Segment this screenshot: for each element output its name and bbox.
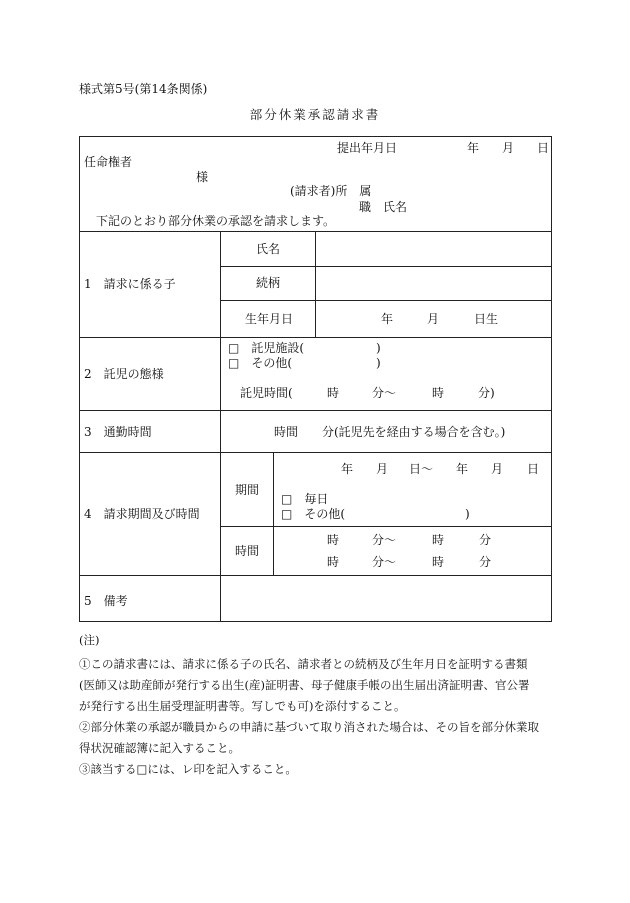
divider-s4 — [79, 575, 552, 576]
submission-year: 年 — [467, 141, 480, 155]
section3-label: 3 通勤時間 — [84, 425, 152, 439]
time1-end-hour: 時 — [432, 533, 445, 547]
note-line-5: 得状況確認簿に記入すること。 — [79, 741, 240, 755]
divider-s2 — [79, 410, 552, 411]
child-name-label: 氏名 — [256, 242, 281, 256]
form-number: 様式第5号(第14条関係) — [79, 82, 208, 96]
divider-s1 — [79, 337, 552, 338]
period-label: 期間 — [235, 483, 260, 497]
checkbox-other-period[interactable]: □ その他( ) — [281, 507, 470, 521]
birth-year: 年 — [381, 312, 394, 326]
honorific-label: 様 — [196, 170, 209, 184]
requester-name-label: 職 氏名 — [359, 200, 408, 214]
appointer-label: 任命権者 — [84, 155, 133, 169]
section2-label: 2 託児の態様 — [84, 367, 164, 381]
hours-label: 時間 — [235, 544, 260, 558]
divider-label-column — [220, 231, 221, 622]
divider-s1-relation — [220, 300, 552, 301]
note-line-3: が発行する出生届受理証明書等。写しでも可)を添付すること。 — [79, 699, 406, 713]
child-birthdate-label: 生年月日 — [245, 312, 294, 326]
note-line-2: (医師又は助産師が発行する出生(産)証明書、母子健康手帳の出生届出済証明書、官公署 — [79, 678, 530, 692]
requester-affiliation-label: (請求者)所 属 — [290, 184, 372, 198]
care-start-hour: 時 — [327, 386, 340, 400]
divider-s1-subcolumn — [315, 231, 316, 337]
checkbox-daily[interactable]: □ 毎日 — [281, 492, 329, 506]
time2-end-hour: 時 — [432, 555, 445, 569]
time1-start-hour: 時 — [327, 533, 340, 547]
remarks-field[interactable] — [222, 578, 550, 620]
submission-day: 日 — [537, 141, 550, 155]
care-end-minute: 分) — [478, 386, 495, 400]
period-start-year: 年 — [341, 462, 354, 476]
document-title: 部分休業承認請求書 — [249, 107, 381, 122]
commute-time: 時間 分(託児先を経由する場合を含む。) — [274, 425, 506, 439]
time2-end-minute: 分 — [479, 555, 492, 569]
divider-s4-period — [220, 526, 552, 527]
period-end-month: 月 — [491, 462, 504, 476]
birth-day: 日生 — [474, 312, 499, 326]
note-line-4: ②部分休業の承認が職員からの申請に基づいて取り消された場合は、その旨を部分休業取 — [79, 720, 539, 734]
checkbox-nursery[interactable]: □ 託児施設( ) — [228, 341, 381, 355]
time2-start-minute: 分～ — [372, 555, 397, 569]
request-statement: 下記のとおり部分休業の承認を請求します。 — [96, 214, 336, 228]
divider-s1-name — [220, 266, 552, 267]
divider-s3 — [79, 452, 552, 453]
submission-date-label: 提出年月日 — [337, 141, 398, 155]
section5-label: 5 備考 — [84, 594, 128, 608]
period-start-day: 日～ — [409, 462, 434, 476]
divider-s4-subcolumn — [273, 452, 274, 575]
note-line-1: ①この請求書には、請求に係る子の氏名、請求者との続柄及び生年月日を証明する書類 — [79, 657, 528, 671]
period-end-day: 日 — [527, 462, 540, 476]
time1-end-minute: 分 — [479, 533, 492, 547]
care-end-hour: 時 — [432, 386, 445, 400]
note-line-6: ③該当する□には、レ印を記入すること。 — [79, 762, 297, 776]
notes-heading: (注) — [79, 633, 100, 647]
checkbox-other-care[interactable]: □ その他( ) — [228, 356, 381, 370]
time1-start-minute: 分～ — [372, 533, 397, 547]
care-time-label: 託児時間( — [240, 386, 293, 400]
child-relation-label: 続柄 — [256, 276, 281, 290]
section1-label: 1 請求に係る子 — [84, 277, 176, 291]
period-end-year: 年 — [456, 462, 469, 476]
birth-month: 月 — [427, 312, 440, 326]
period-start-month: 月 — [376, 462, 389, 476]
submission-month: 月 — [502, 141, 515, 155]
time2-start-hour: 時 — [327, 555, 340, 569]
section4-label: 4 請求期間及び時間 — [84, 507, 200, 521]
care-start-minute: 分～ — [372, 386, 397, 400]
